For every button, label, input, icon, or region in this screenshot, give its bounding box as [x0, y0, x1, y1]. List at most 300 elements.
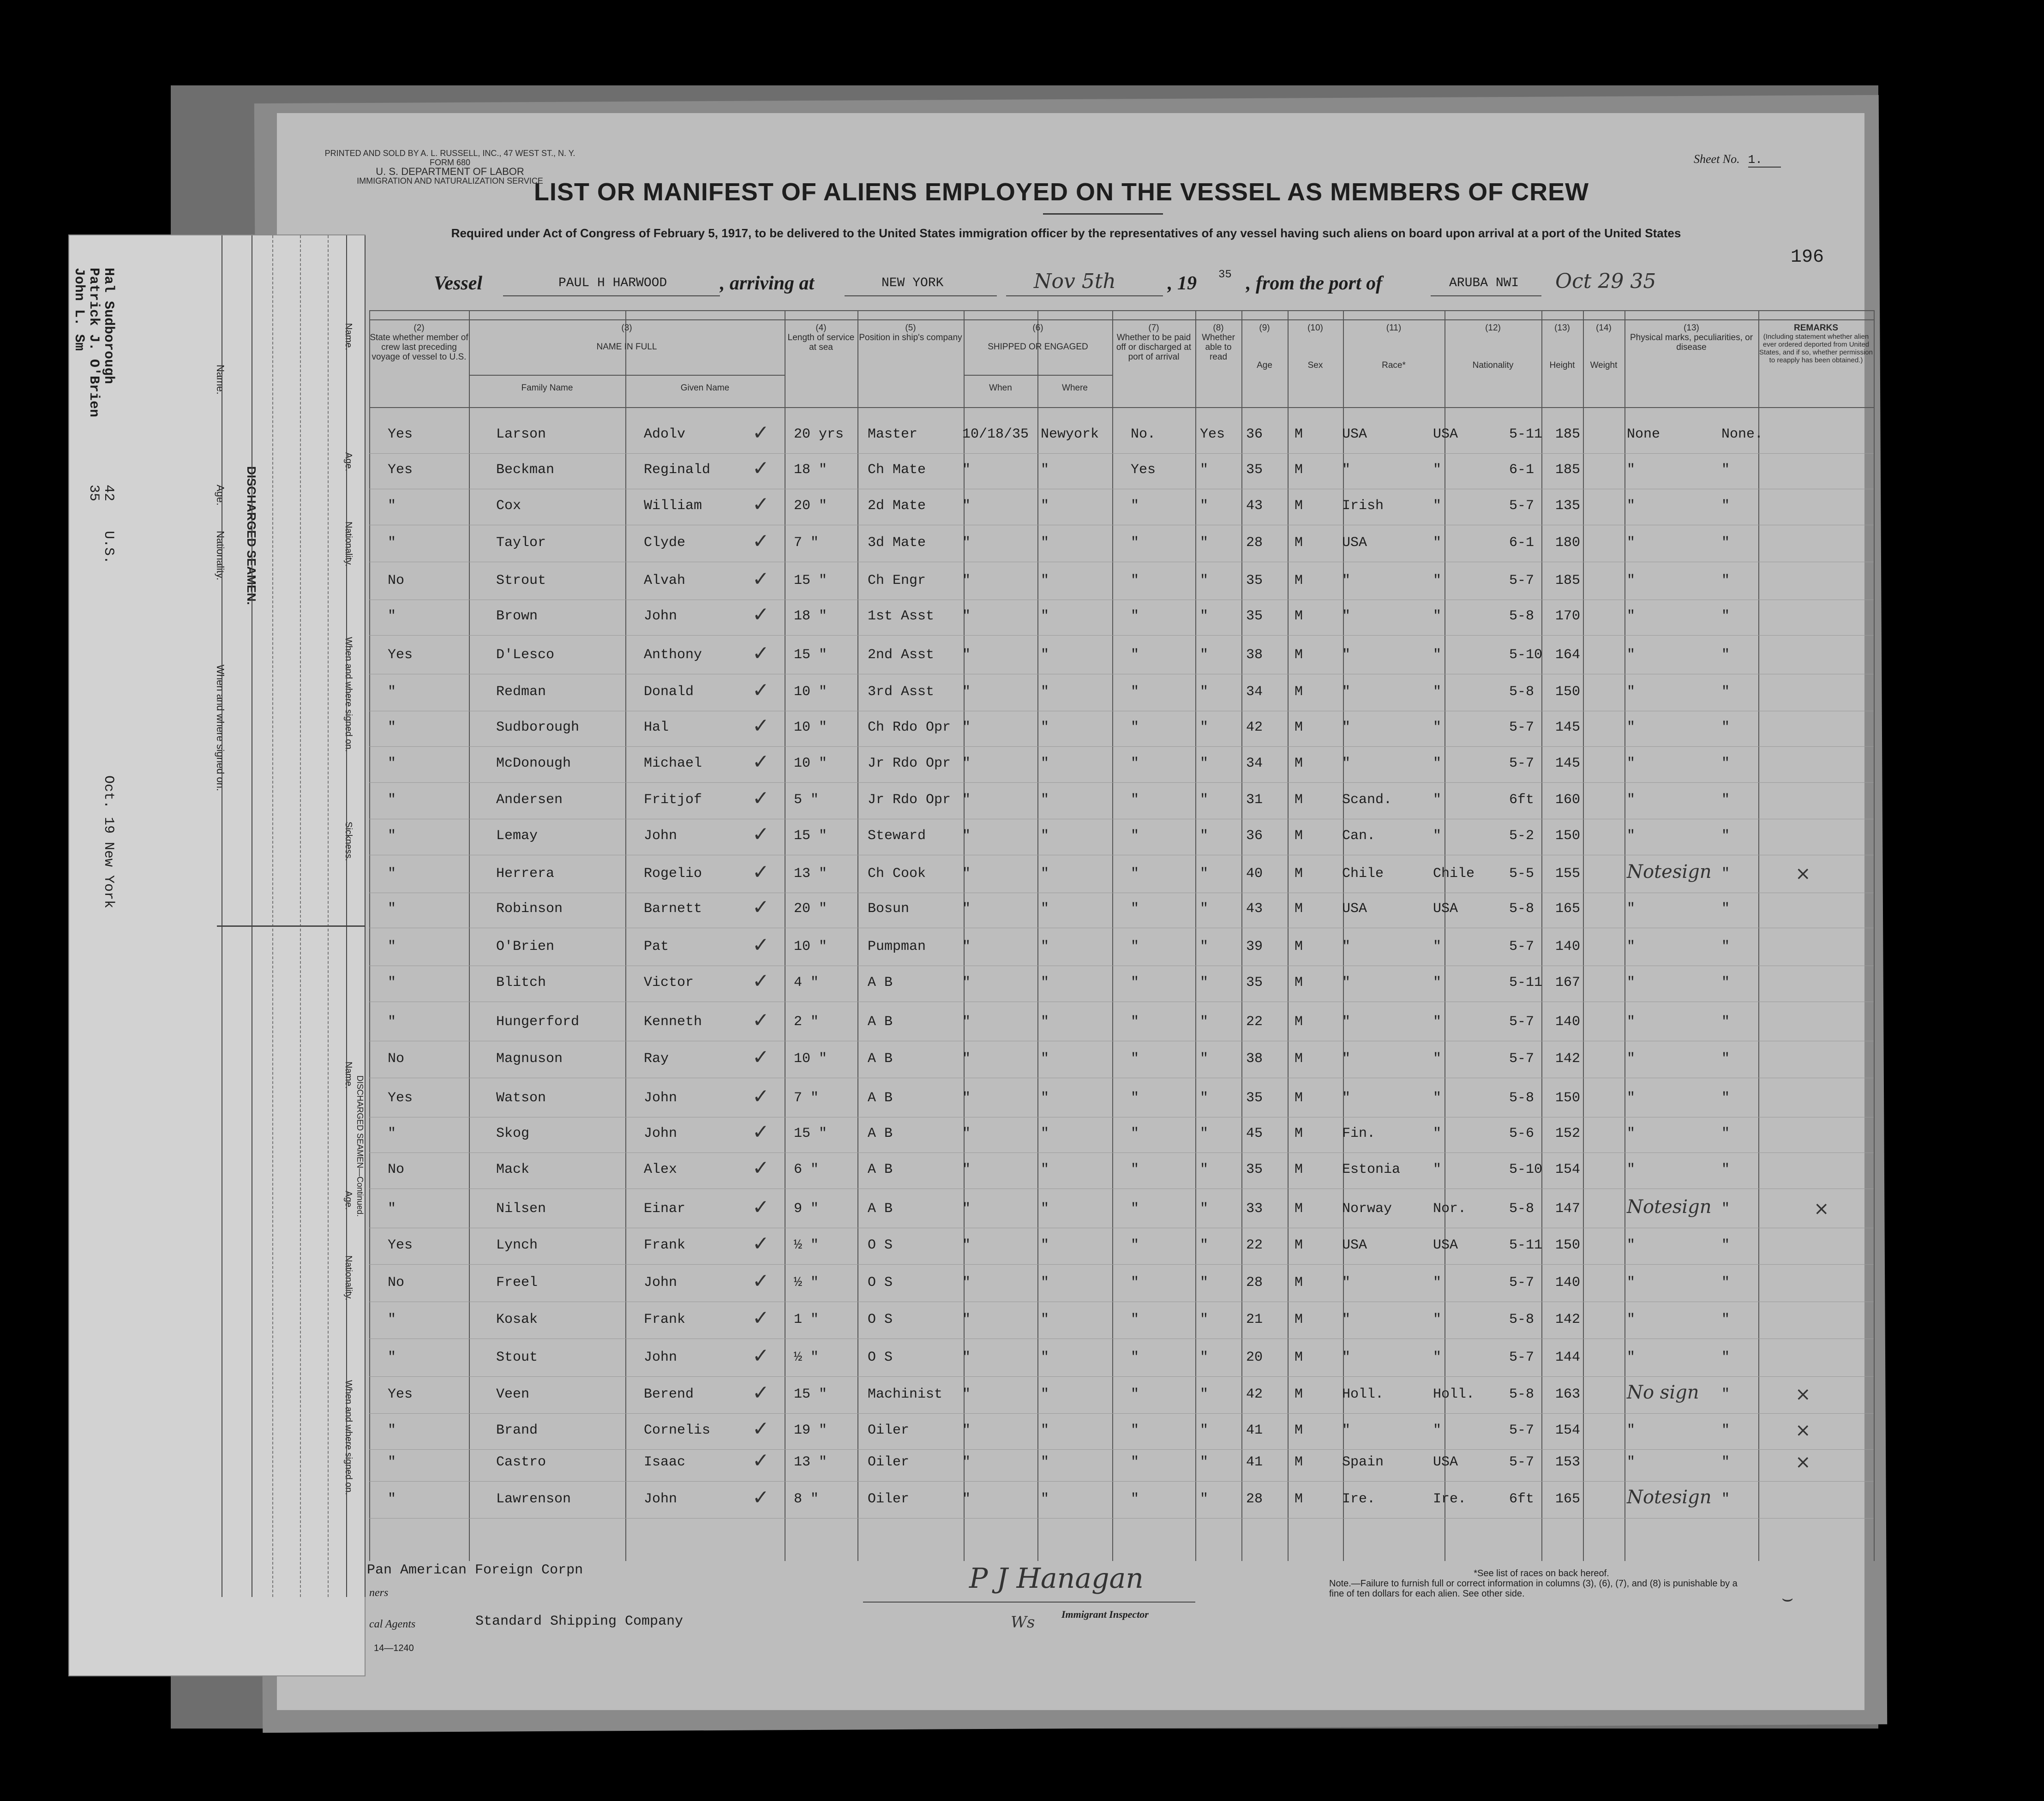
cell-service: 15 " [794, 647, 827, 663]
check-mark: ✓ [752, 895, 769, 919]
cell-remarks: " [1721, 573, 1730, 588]
cell-age: 28 [1246, 1275, 1263, 1291]
cell-when: " [962, 1126, 971, 1141]
cell-position: 3d Mate [868, 535, 926, 551]
cell-weight: 150 [1555, 1237, 1581, 1253]
cell-marks: Notesign [1627, 1487, 1712, 1508]
remarks-subheader: (Including statement whether alien ever ordered deported from United States, and if so, whether permission to reapply has been obtained.) [1759, 333, 1873, 364]
cell-read: " [1200, 828, 1209, 844]
check-mark: ✓ [752, 1232, 769, 1255]
cell-marks: " [1627, 756, 1636, 771]
cell-given: Einar [644, 1201, 686, 1217]
column-number: (8) [1213, 323, 1224, 333]
cell-family: Kosak [496, 1312, 538, 1327]
check-mark: ✓ [752, 1344, 769, 1368]
cell-weight: 170 [1555, 608, 1581, 624]
cell-prev: No [388, 1051, 405, 1067]
cell-family: Larson [496, 426, 546, 442]
cell-paid: " [1131, 866, 1139, 882]
cell-position: Oiler [868, 1423, 910, 1438]
cell-age: 35 [1246, 462, 1263, 478]
cell-height: 5-7 [1509, 1014, 1534, 1030]
cell-position: A B [868, 1162, 893, 1177]
cell-service: 20 " [794, 901, 827, 917]
cell-race: Estonia [1342, 1162, 1401, 1177]
cell-nat: " [1433, 535, 1442, 551]
cell-height: 5-6 [1509, 1126, 1534, 1141]
row-rule [369, 1449, 1874, 1450]
cell-position: 1st Asst [868, 608, 935, 624]
cell-when: " [962, 901, 971, 917]
column-number: (14) [1596, 323, 1612, 333]
cell-marks: Notesign [1627, 861, 1712, 882]
slip-signed-on: Oct. 19 New York [101, 775, 116, 909]
column-header-c7 [1112, 323, 1195, 362]
cell-nat: USA [1433, 1237, 1458, 1253]
cell-weight: 164 [1555, 647, 1581, 663]
cell-position: O S [868, 1312, 893, 1327]
cell-position: Ch Engr [868, 573, 926, 588]
column-label: Physical marks, peculiarities, or disease [1630, 333, 1753, 352]
cell-race: Spain [1342, 1454, 1384, 1470]
cell-service: 10 " [794, 1051, 827, 1067]
cell-given: Michael [644, 756, 702, 771]
cell-weight: 145 [1555, 756, 1581, 771]
cell-race: " [1342, 462, 1351, 478]
cell-when: " [962, 756, 971, 771]
cell-when: 10/18/35 [962, 426, 1029, 442]
cell-remarks: " [1721, 866, 1730, 882]
cell-position: Jr Rdo Opr [868, 756, 951, 771]
x-mark: × [1795, 863, 1811, 884]
row-rule [369, 1376, 1874, 1377]
cell-marks: " [1627, 1454, 1636, 1470]
cell-given: John [644, 828, 677, 844]
column-rule [1112, 310, 1113, 1561]
cell-remarks: " [1721, 792, 1730, 808]
slip-divider [217, 925, 365, 927]
cell-remarks: " [1721, 684, 1730, 700]
cell-service: 1 " [794, 1312, 819, 1327]
cell-age: 39 [1246, 939, 1263, 955]
check-mark: ✓ [752, 1156, 769, 1180]
cell-nat: " [1433, 792, 1442, 808]
cell-position: Bosun [868, 901, 910, 917]
cell-prev: No [388, 1275, 405, 1291]
underline [503, 295, 720, 296]
cell-marks: " [1627, 462, 1636, 478]
column-label: Length of service at sea [787, 333, 855, 352]
check-mark: ✓ [752, 421, 769, 444]
cell-age: 28 [1246, 1491, 1263, 1507]
cell-read: " [1200, 498, 1209, 514]
underline [1431, 295, 1541, 296]
cell-prev: Yes [388, 426, 413, 442]
cell-sex: M [1295, 1201, 1303, 1217]
cell-read: " [1200, 1350, 1209, 1365]
cell-read: " [1200, 975, 1209, 991]
cell-age: 43 [1246, 498, 1263, 514]
cell-read: " [1200, 1312, 1209, 1327]
cell-where: " [1041, 1423, 1049, 1438]
cell-paid: " [1131, 1201, 1139, 1217]
slip-lower-nationality: Nationality. [343, 1255, 354, 1301]
cell-given: Alex [644, 1162, 677, 1177]
cell-height: 5-10 [1509, 1162, 1543, 1177]
departure-date: Oct 29 35 [1555, 270, 1656, 293]
cell-read: " [1200, 647, 1209, 663]
cell-read: " [1200, 1454, 1209, 1470]
cell-service: 10 " [794, 756, 827, 771]
cell-read: " [1200, 1126, 1209, 1141]
check-mark: ⌣ [1781, 1588, 1794, 1609]
column-number: (12) [1485, 323, 1501, 333]
cell-remarks: " [1721, 720, 1730, 735]
cell-race: USA [1342, 535, 1367, 551]
cell-height: 5-7 [1509, 756, 1534, 771]
cell-remarks: " [1721, 1491, 1730, 1507]
cell-remarks: " [1721, 1350, 1730, 1365]
cell-given: Frank [644, 1237, 686, 1253]
cell-paid: " [1131, 535, 1139, 551]
column-label: Age [1257, 360, 1272, 370]
subtitle: Required under Act of Congress of February 5, 1917, to be delivered to the United States immigration officer by the representatives of any vessel having such aliens on board upon arrival at a port of the United States [451, 226, 1681, 240]
cell-age: 36 [1246, 828, 1263, 844]
cell-paid: " [1131, 1126, 1139, 1141]
check-mark: ✓ [752, 1417, 769, 1441]
cell-when: " [962, 1090, 971, 1106]
column-rule [625, 375, 626, 1561]
cell-given: Frank [644, 1312, 686, 1327]
row-rule [369, 1264, 1874, 1265]
cell-service: 18 " [794, 462, 827, 478]
cell-remarks: " [1721, 975, 1730, 991]
cell-where: " [1041, 720, 1049, 735]
cell-position: Machinist [868, 1387, 943, 1402]
crew-table [369, 310, 1874, 1561]
column-label: State whether member of crew last preceding voyage of vessel to U.S. [370, 333, 468, 362]
cell-remarks: " [1721, 756, 1730, 771]
cell-race: " [1342, 684, 1351, 700]
column-rule [369, 310, 370, 1561]
column-header-c14 [1583, 323, 1624, 370]
cell-service: 5 " [794, 792, 819, 808]
cell-when: " [962, 975, 971, 991]
cell-read: " [1200, 1491, 1209, 1507]
year: 35 [1218, 269, 1232, 281]
cell-weight: 150 [1555, 684, 1581, 700]
cell-weight: 153 [1555, 1454, 1581, 1470]
cell-age: 22 [1246, 1237, 1263, 1253]
cell-family: Veen [496, 1387, 530, 1402]
cell-family: Freel [496, 1275, 538, 1291]
page-title: LIST OR MANIFEST OF ALIENS EMPLOYED ON THE VESSEL AS MEMBERS OF CREW [533, 178, 1589, 206]
cell-when: " [962, 684, 971, 700]
column-label: Sex [1307, 360, 1323, 370]
slip-r-sickness: Sickness. [343, 822, 354, 861]
cell-when: " [962, 939, 971, 955]
slip-col-nationality: Nationality. [215, 531, 226, 581]
cell-prev: " [388, 1126, 396, 1141]
owner-name: Pan American Foreign Corpn [367, 1562, 583, 1578]
cell-marks: " [1627, 1090, 1636, 1106]
cell-race: " [1342, 1275, 1351, 1291]
cell-where: " [1041, 939, 1049, 955]
cell-sex: M [1295, 535, 1303, 551]
cell-race: " [1342, 1423, 1351, 1438]
cell-remarks: " [1721, 939, 1730, 955]
cell-given: Rogelio [644, 866, 702, 882]
cell-where: " [1041, 792, 1049, 808]
subcolumn-header: Given Name [680, 383, 730, 393]
header-rule [369, 407, 1874, 408]
cell-height: 6-1 [1509, 535, 1534, 551]
column-label: NAME IN FULL [596, 342, 657, 352]
slip-col-age: Age. [215, 485, 226, 506]
cell-position: Ch Rdo Opr [868, 720, 951, 735]
cell-position: O S [868, 1237, 893, 1253]
cell-race: USA [1342, 1237, 1367, 1253]
cell-given: Cornelis [644, 1423, 711, 1438]
cell-nat: " [1433, 939, 1442, 955]
column-label: Nationality [1472, 360, 1514, 370]
cell-when: " [962, 1275, 971, 1291]
cell-nat: Holl. [1433, 1387, 1475, 1402]
cell-service: ½ " [794, 1350, 819, 1365]
cell-family: Blitch [496, 975, 546, 991]
cell-weight: 154 [1555, 1423, 1581, 1438]
cell-age: 31 [1246, 792, 1263, 808]
cell-given: Clyde [644, 535, 686, 551]
cell-marks: " [1627, 975, 1636, 991]
cell-height: 5-7 [1509, 498, 1534, 514]
cell-remarks: " [1721, 1387, 1730, 1402]
cell-service: 15 " [794, 573, 827, 588]
cell-weight: 144 [1555, 1350, 1581, 1365]
cell-given: John [644, 1126, 677, 1141]
check-mark: ✓ [752, 1120, 769, 1144]
cell-weight: 185 [1555, 426, 1581, 442]
cell-paid: " [1131, 573, 1139, 588]
cell-paid: " [1131, 939, 1139, 955]
column-rule [1583, 310, 1584, 1561]
cell-family: Robinson [496, 901, 563, 917]
department: U. S. DEPARTMENT OF LABOR [376, 166, 524, 177]
cell-prev: " [388, 1423, 396, 1438]
row-rule [369, 1518, 1874, 1519]
column-number: (6) [1032, 323, 1043, 333]
slip-nationality: U.S. [101, 531, 116, 564]
cell-family: Redman [496, 684, 546, 700]
cell-position: A B [868, 1014, 893, 1030]
cell-paid: " [1131, 1237, 1139, 1253]
slip-r-age: Age. [343, 452, 354, 472]
slip-age-1: 42 [101, 485, 116, 502]
arriving-port: NEW YORK [881, 276, 944, 290]
cell-age: 35 [1246, 573, 1263, 588]
cell-service: 15 " [794, 1126, 827, 1141]
cell-nat: USA [1433, 426, 1458, 442]
cell-nat: " [1433, 1014, 1442, 1030]
cell-read: " [1200, 1051, 1209, 1067]
cell-prev: No [388, 1162, 405, 1177]
cell-age: 35 [1246, 608, 1263, 624]
cell-read: " [1200, 535, 1209, 551]
cell-position: Steward [868, 828, 926, 844]
agents-name: Standard Shipping Company [475, 1614, 683, 1629]
cell-weight: 167 [1555, 975, 1581, 991]
cell-when: " [962, 608, 971, 624]
slip-name-2: Patrick J. O'Brien [86, 268, 102, 418]
cell-paid: " [1131, 828, 1139, 844]
fine-note: Note.—Failure to furnish full or correct information in columns (3), (6), (7), and (8) is punishable by a fine of ten dollars for each alien. See other side. [1329, 1579, 1738, 1599]
cell-age: 35 [1246, 1090, 1263, 1106]
cell-family: Nilsen [496, 1201, 546, 1217]
cell-marks: " [1627, 1014, 1636, 1030]
check-mark: ✓ [752, 642, 769, 665]
cell-service: 7 " [794, 535, 819, 551]
cell-sex: M [1295, 498, 1303, 514]
check-mark: ✓ [752, 1486, 769, 1509]
cell-family: Skog [496, 1126, 530, 1141]
cell-family: Hungerford [496, 1014, 580, 1030]
cell-remarks: " [1721, 1454, 1730, 1470]
cell-remarks: " [1721, 1423, 1730, 1438]
cell-prev: " [388, 1312, 396, 1327]
cell-nat: " [1433, 1312, 1442, 1327]
cell-service: 7 " [794, 1090, 819, 1106]
cell-race: " [1342, 720, 1351, 735]
cell-service: 10 " [794, 720, 827, 735]
cell-paid: " [1131, 1014, 1139, 1030]
column-rule [469, 310, 470, 1561]
cell-where: " [1041, 975, 1049, 991]
cell-height: 5-2 [1509, 828, 1534, 844]
cell-marks: " [1627, 792, 1636, 808]
cell-height: 5-5 [1509, 866, 1534, 882]
cell-prev: " [388, 756, 396, 771]
cell-weight: 165 [1555, 901, 1581, 917]
cell-where: " [1041, 498, 1049, 514]
slip-lower-age: Age. [343, 1191, 354, 1210]
cell-family: Beckman [496, 462, 555, 478]
cell-height: 5-7 [1509, 720, 1534, 735]
arrival-date: Nov 5th [1034, 270, 1116, 293]
cell-age: 35 [1246, 1162, 1263, 1177]
cell-read: " [1200, 866, 1209, 882]
check-mark: ✓ [752, 786, 769, 810]
cell-where: " [1041, 684, 1049, 700]
cell-service: ½ " [794, 1237, 819, 1253]
cell-age: 42 [1246, 1387, 1263, 1402]
cell-prev: Yes [388, 1090, 413, 1106]
cell-remarks: " [1721, 1014, 1730, 1030]
column-header-c9 [1241, 323, 1288, 370]
cell-sex: M [1295, 573, 1303, 588]
cell-marks: No sign [1627, 1382, 1699, 1403]
row-rule [369, 635, 1874, 636]
slip-rule [328, 235, 329, 1597]
cell-where: " [1041, 1126, 1049, 1141]
column-number: (4) [815, 323, 827, 333]
cell-remarks: " [1721, 1201, 1730, 1217]
cell-where: " [1041, 1051, 1049, 1067]
cell-when: " [962, 498, 971, 514]
check-mark: ✓ [752, 1009, 769, 1032]
slip-title: DISCHARGED SEAMEN. [245, 466, 258, 605]
cell-where: " [1041, 1201, 1049, 1217]
cell-family: McDonough [496, 756, 571, 771]
cell-height: 5-8 [1509, 1387, 1534, 1402]
cell-paid: " [1131, 1275, 1139, 1291]
cell-nat: " [1433, 1423, 1442, 1438]
cell-position: Jr Rdo Opr [868, 792, 951, 808]
cell-sex: M [1295, 1454, 1303, 1470]
vessel-label: Vessel [434, 273, 482, 294]
check-mark: ✓ [752, 969, 769, 993]
cell-position: Ch Mate [868, 462, 926, 478]
cell-sex: M [1295, 1491, 1303, 1507]
cell-where: " [1041, 1350, 1049, 1365]
cell-weight: 163 [1555, 1387, 1581, 1402]
cell-marks: Notesign [1627, 1196, 1712, 1218]
cell-service: 6 " [794, 1162, 819, 1177]
cell-weight: 150 [1555, 828, 1581, 844]
slip-rule [346, 235, 347, 1597]
column-rule [1037, 310, 1038, 1561]
cell-where: " [1041, 1312, 1049, 1327]
cell-prev: Yes [388, 1387, 413, 1402]
cell-paid: " [1131, 1051, 1139, 1067]
slip-name-1: Hal Sudborough [101, 268, 116, 384]
cell-when: " [962, 1051, 971, 1067]
cell-given: Reginald [644, 462, 711, 478]
column-header-c6 [964, 323, 1112, 352]
cell-age: 33 [1246, 1201, 1263, 1217]
cell-paid: " [1131, 1387, 1139, 1402]
cell-position: Oiler [868, 1491, 910, 1507]
slip-rule [300, 235, 301, 1597]
cell-marks: " [1627, 1162, 1636, 1177]
column-header-c13a [1541, 323, 1583, 370]
cell-paid: " [1131, 1350, 1139, 1365]
cell-remarks: " [1721, 462, 1730, 478]
cell-family: Brand [496, 1423, 538, 1438]
cell-nat: " [1433, 975, 1442, 991]
slip-lower-title: DISCHARGED SEAMEN—Continued. [355, 1075, 365, 1217]
form-number: FORM 680 [429, 158, 471, 167]
column-rule [1758, 310, 1759, 1561]
cell-race: Norway [1342, 1201, 1392, 1217]
cell-service: 4 " [794, 975, 819, 991]
subcolumn-header: When [989, 383, 1012, 393]
year-label: , 19 [1168, 273, 1197, 294]
cell-read: " [1200, 573, 1209, 588]
cell-position: 2nd Asst [868, 647, 935, 663]
cell-remarks: " [1721, 1312, 1730, 1327]
cell-when: " [962, 462, 971, 478]
cell-weight: 142 [1555, 1312, 1581, 1327]
cell-read: " [1200, 939, 1209, 955]
slip-rule [365, 235, 366, 1597]
cell-service: 10 " [794, 684, 827, 700]
cell-weight: 140 [1555, 1014, 1581, 1030]
slip-lower-name: Name. [343, 1062, 354, 1089]
cell-where: " [1041, 756, 1049, 771]
check-mark: ✓ [752, 1449, 769, 1472]
cell-read: " [1200, 1237, 1209, 1253]
cell-race: Fin. [1342, 1126, 1376, 1141]
